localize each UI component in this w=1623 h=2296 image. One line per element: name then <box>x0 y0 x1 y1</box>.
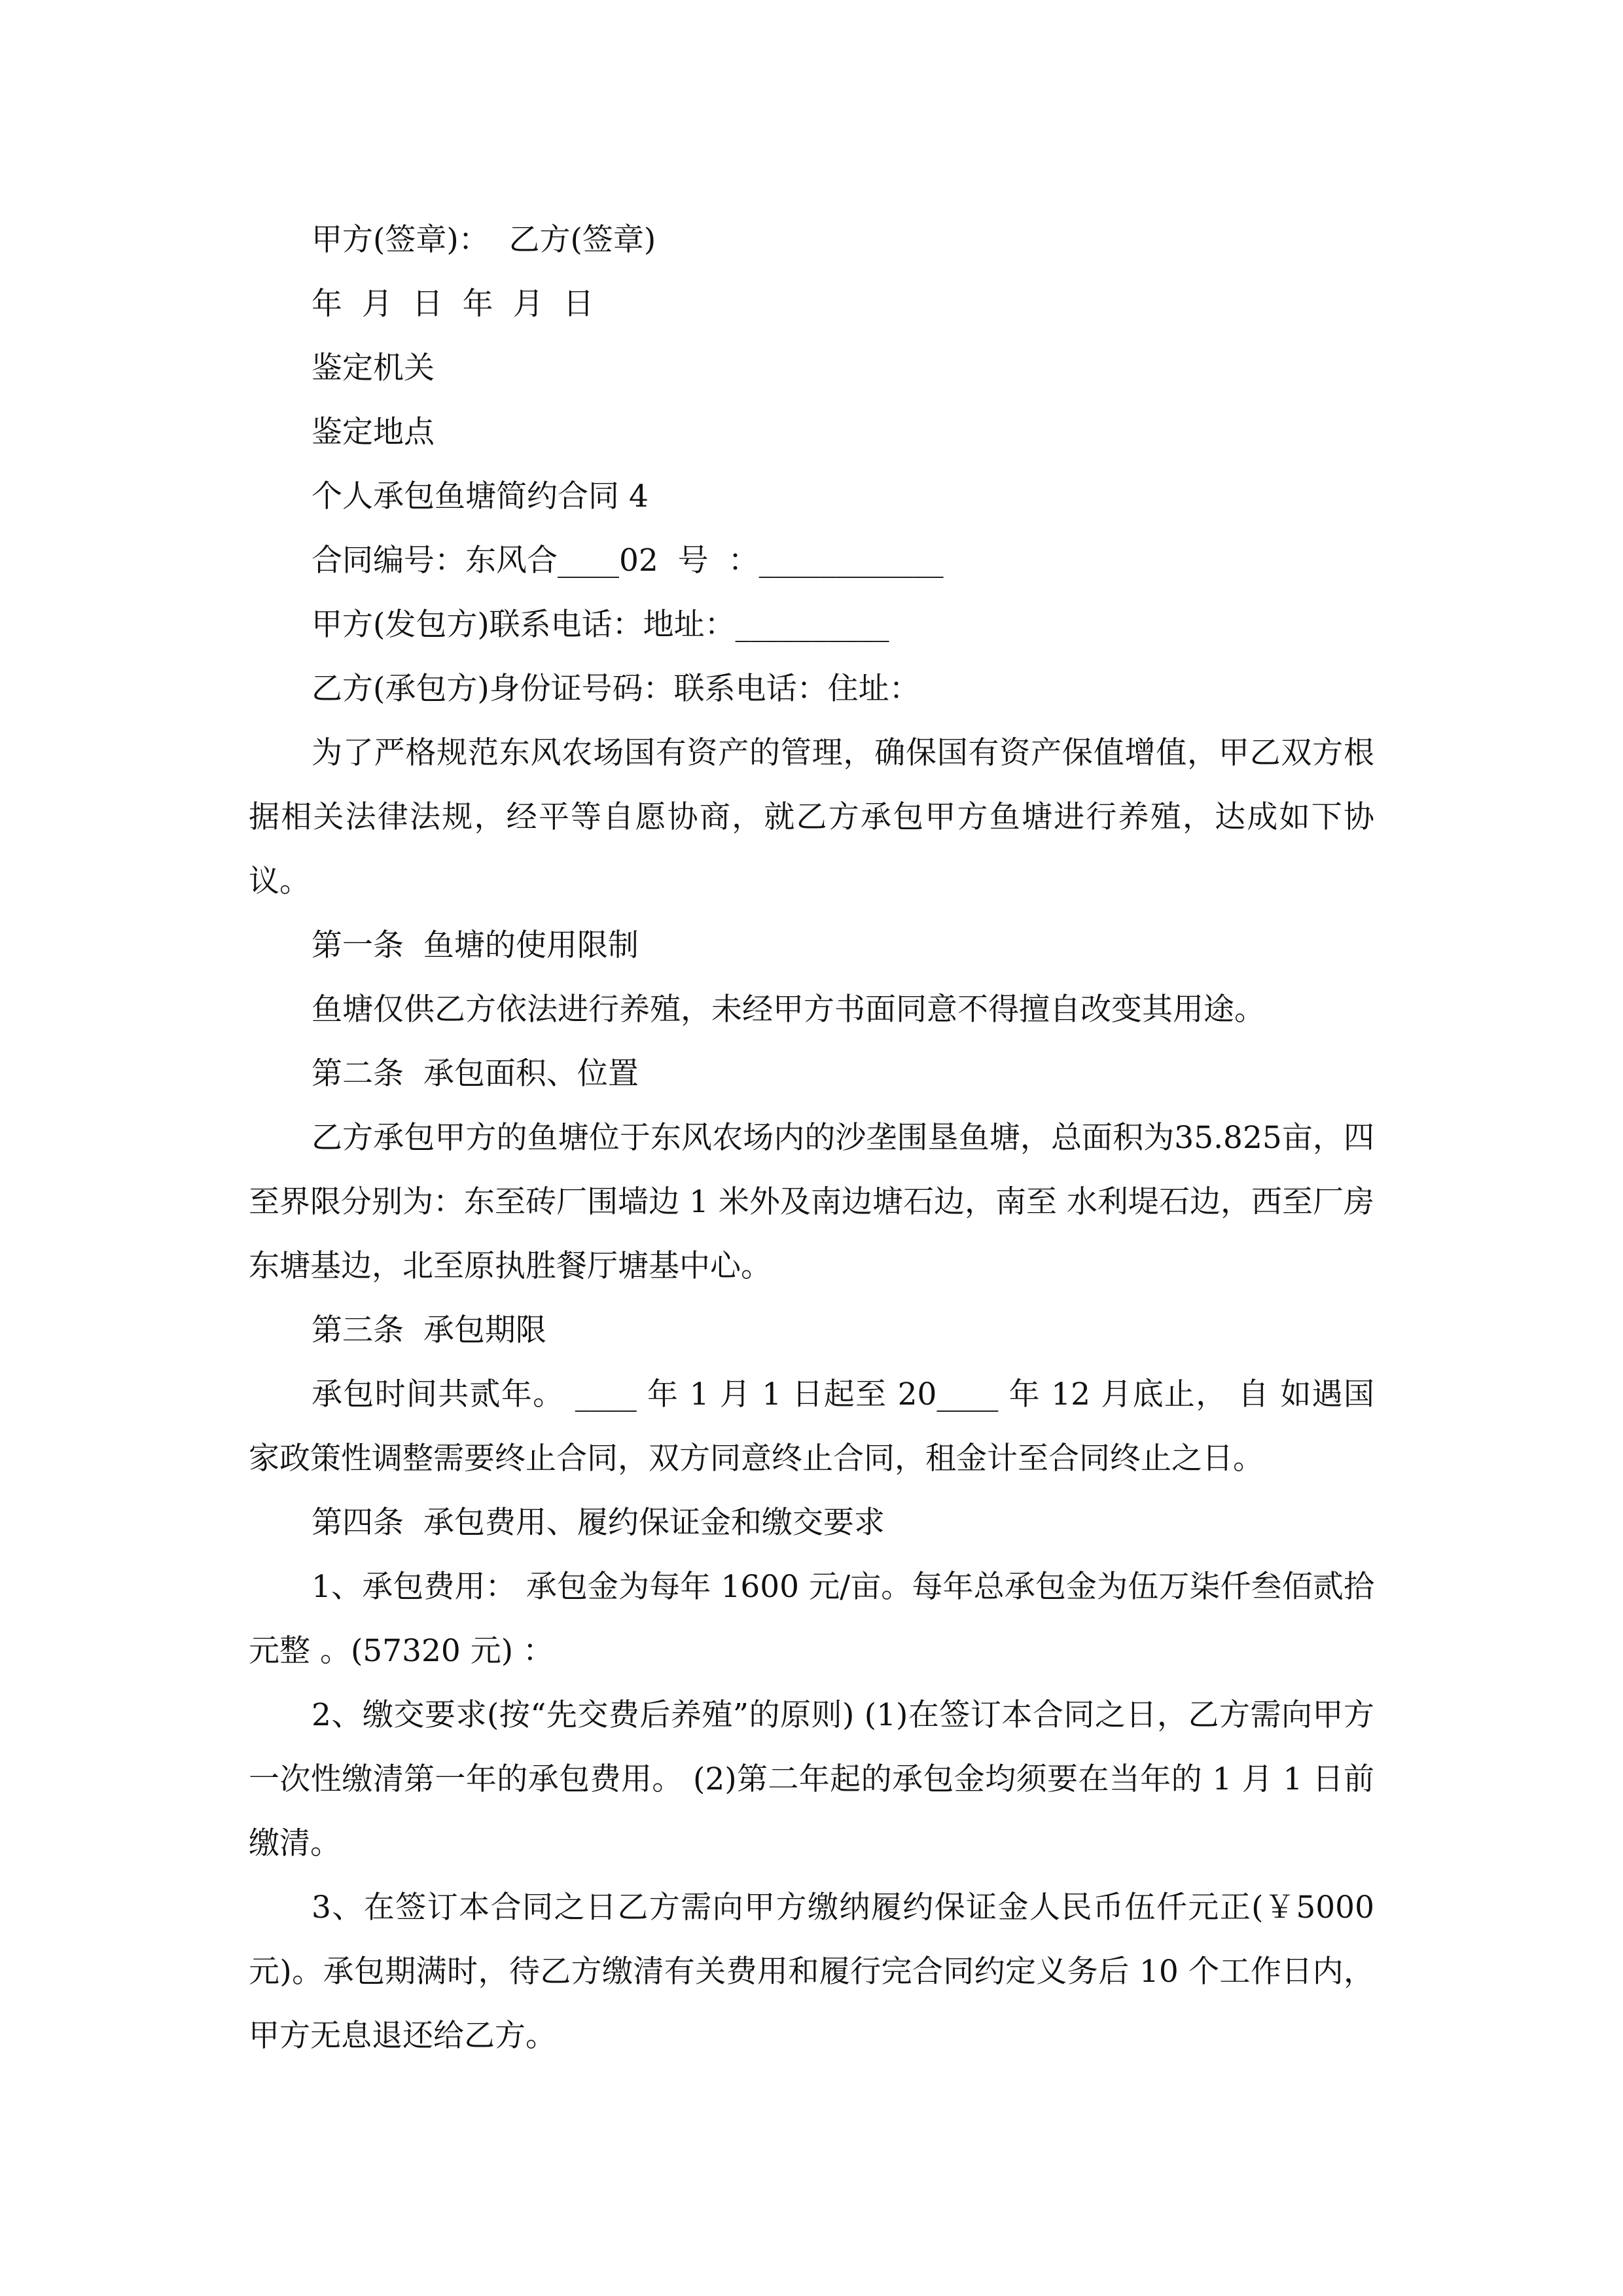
party-b-info: 乙方(承包方)身份证号码：联系电话：住址： <box>312 671 920 707</box>
contract-number: 合同编号：东风合____02 号 ：____________ <box>312 543 944 579</box>
contract-title: 个人承包鱼塘简约合同 4 <box>312 478 649 514</box>
article-1-body: 鱼塘仅供乙方依法进行养殖，未经甲方书面同意不得擅自改变其用途。 <box>312 992 1265 1028</box>
document-body <box>249 208 1374 2068</box>
appraisal-location: 鉴定地点 <box>312 414 435 450</box>
article-4-title: 第四条 承包费用、履约保证金和缴交要求 <box>312 1505 885 1541</box>
article-2-body: 乙方承包甲方的鱼塘位于东风农场内的沙垄围垦鱼塘，总面积为35.825亩，四至界限分别为：东至砖厂围墙边 1 米外及南边塘石边，南至 水利堤石边，西至厂房东塘基边，北至原执胜餐厅塘基中心。 <box>249 1120 1374 1284</box>
party-a-info: 甲方(发包方)联系电话：地址：__________ <box>312 607 889 643</box>
intro-paragraph: 为了严格规范东风农场国有资产的管理，确保国有资产保值增值，甲乙双方根据相关法律法规，经平等自愿协商，就乙方承包甲方鱼塘进行养殖，达成如下协议。 <box>249 735 1374 899</box>
article-4-item-3: 3、在签订本合同之日乙方需向甲方缴纳履约保证金人民币伍仟元正(￥5000元)。承包期满时，待乙方缴清有关费用和履行完合同约定义务后 10 个工作日内，甲方无息退还给乙方。 <box>249 1890 1374 2054</box>
signature-dates: 年 月 日 年 月 日 <box>312 286 594 322</box>
article-3-title: 第三条 承包期限 <box>312 1312 546 1348</box>
article-4-item-2: 2、缴交要求(按“先交费后养殖”的原则) (1)在签订本合同之日，乙方需向甲方一次性缴清第一年的承包费用。 (2)第二年起的承包金均须要在当年的 1 月 1 日前缴清。 <box>249 1697 1374 1861</box>
article-1-title: 第一条 鱼塘的使用限制 <box>312 927 639 963</box>
article-3-body: 承包时间共贰年。 ____ 年 1 月 1 日起至 20____ 年 12 月底止， 自 如遇国家政策性调整需要终止合同，双方同意终止合同，租金计至合同终止之日。 <box>249 1376 1374 1477</box>
article-2-title: 第二条 承包面积、位置 <box>312 1056 639 1092</box>
article-4-item-1: 1、承包费用： 承包金为每年 1600 元/亩。每年总承包金为伍万柒仟叁佰贰拾元整 。(57320 元) ： <box>249 1569 1374 1669</box>
appraisal-authority: 鉴定机关 <box>312 350 435 386</box>
signature-parties: 甲方(签章)： 乙方(签章) <box>312 222 656 258</box>
